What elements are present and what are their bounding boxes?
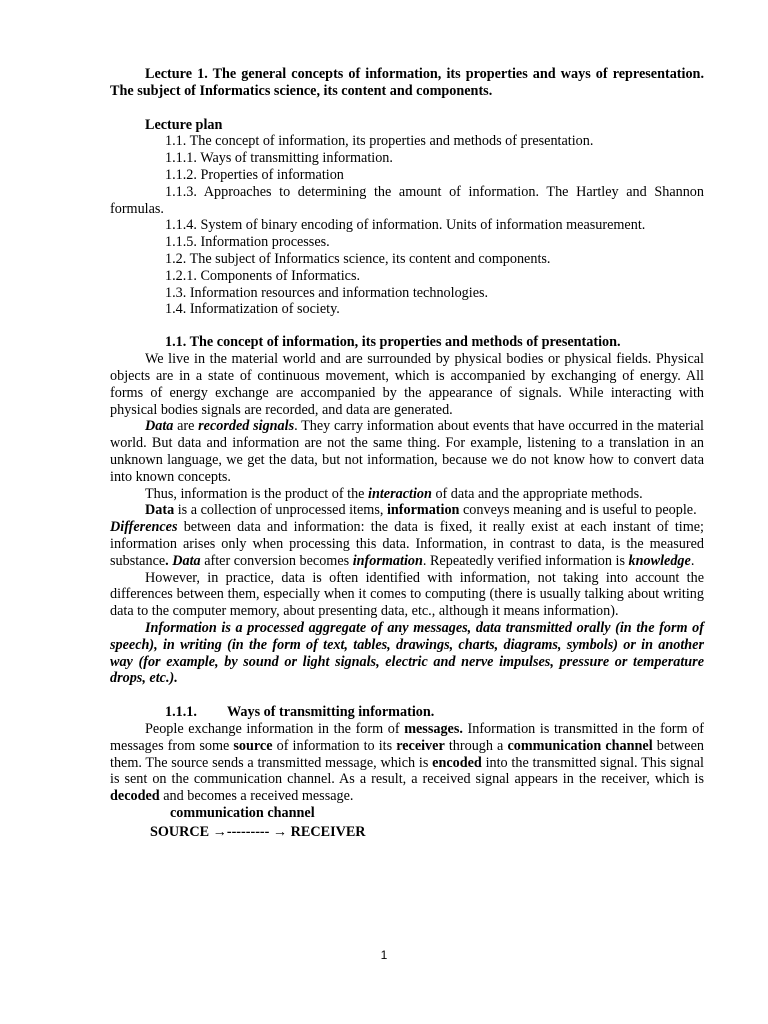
plan-item: 1.4. Informatization of society. <box>165 301 340 318</box>
paragraph: Differences between data and information: the data is fixed, it really exist at each instant of time; information arises only when processing this data. Information, in contrast to data, is the measured substance. Data after conversion becomes information. Repeatedly verified information is knowledge. <box>110 519 704 569</box>
plan-heading: Lecture plan <box>145 116 223 133</box>
source-receiver-diagram: SOURCE →--------- → RECEIVER <box>150 823 366 840</box>
plan-item: 1.1.2. Properties of information <box>165 166 344 183</box>
term-messages: messages. <box>404 721 463 738</box>
plan-item: 1.1. The concept of information, its properties and methods of presentation. <box>165 133 594 150</box>
plan-item: 1.3. Information resources and information technologies. <box>165 284 489 301</box>
plan-item: 1.1.1. Ways of transmitting information. <box>165 150 393 167</box>
lecture-title: Lecture 1. The general concepts of information, its properties and ways of representation. The subject of Informatics science, its content and components. <box>110 66 704 99</box>
section-heading: 1.1.1. Ways of transmitting information. <box>165 704 435 721</box>
document-page <box>110 66 704 841</box>
channel-label: communication channel <box>170 805 315 822</box>
plan-item: 1.1.3. Approaches to determining the amount of information. The Hartley and Shannon formulas. <box>110 183 704 217</box>
plan-item: 1.2. The subject of Informatics science, its content and components. <box>165 250 551 267</box>
paragraph: Data is a collection of unprocessed items, information conveys meaning and is useful to people. <box>145 502 697 519</box>
term-recorded-signals: recorded signals <box>198 418 295 435</box>
paragraph: We live in the material world and are surrounded by physical bodies or physical fields. Physical objects are in a state of continuous movement, which is accompanied by exchanging of energy. All forms of energy exchange are accompanied by the appearance of signals. While interacting with physical bodies signals are recorded, and data are generated. <box>110 351 704 418</box>
paragraph: Data are recorded signals. They carry information about events that have occurred in the material world. But data and information are not the same thing. For example, listening to a translation in an unknown language, we get the data, but not information, because we do not know how to convert data into known concepts. <box>110 418 704 485</box>
definition-paragraph: Information is a processed aggregate of any messages, data transmitted orally (in the form of speech), in writing (in the form of text, tables, drawings, charts, diagrams, symbols) or in another way (for example, by sound or light signals, electric and nerve impulses, pressure or temperature drops, etc.). <box>110 619 704 687</box>
plan-item: 1.2.1. Components of Informatics. <box>165 267 361 284</box>
plan-item: 1.1.4. System of binary encoding of information. Units of information measurement. <box>165 217 646 234</box>
term-data: Data <box>145 418 174 435</box>
term-knowledge: knowledge <box>628 552 691 569</box>
term-information: information <box>386 502 460 519</box>
page-number: 1 <box>380 948 388 962</box>
term-interaction: interaction <box>368 485 432 502</box>
paragraph: People exchange information in the form of messages. Information is transmitted in the form of messages from some source of information to its receiver through a communication channel between them. The source sends a transmitted message, which is encoded into the transmitted signal. This signal is sent on the communication channel. As a result, a received signal appears in the receiver, which is decoded and becomes a received message. <box>110 721 704 805</box>
term-differences: Differences <box>110 519 178 536</box>
paragraph: However, in practice, data is often identified with information, not taking into account the differences between them, especially when it comes to computing (there is usually talking about writing data to the computer memory, about presenting data, etc., although it means information). <box>110 569 704 620</box>
term-information: information <box>352 552 423 569</box>
term-decoded: decoded <box>110 788 160 805</box>
term-communication-channel: communication channel <box>507 737 653 754</box>
lecture-plan-list <box>110 133 704 318</box>
term-encoded: encoded <box>432 754 482 771</box>
term-receiver: receiver <box>396 737 445 754</box>
paragraph: Thus, information is the product of the interaction of data and the appropriate methods. <box>145 485 643 502</box>
section-heading: 1.1. The concept of information, its properties and methods of presentation. <box>165 334 621 351</box>
term-data: Data <box>168 552 201 569</box>
term-data: Data <box>145 502 175 519</box>
term-source: source <box>233 737 273 754</box>
plan-item: 1.1.5. Information processes. <box>165 234 330 251</box>
